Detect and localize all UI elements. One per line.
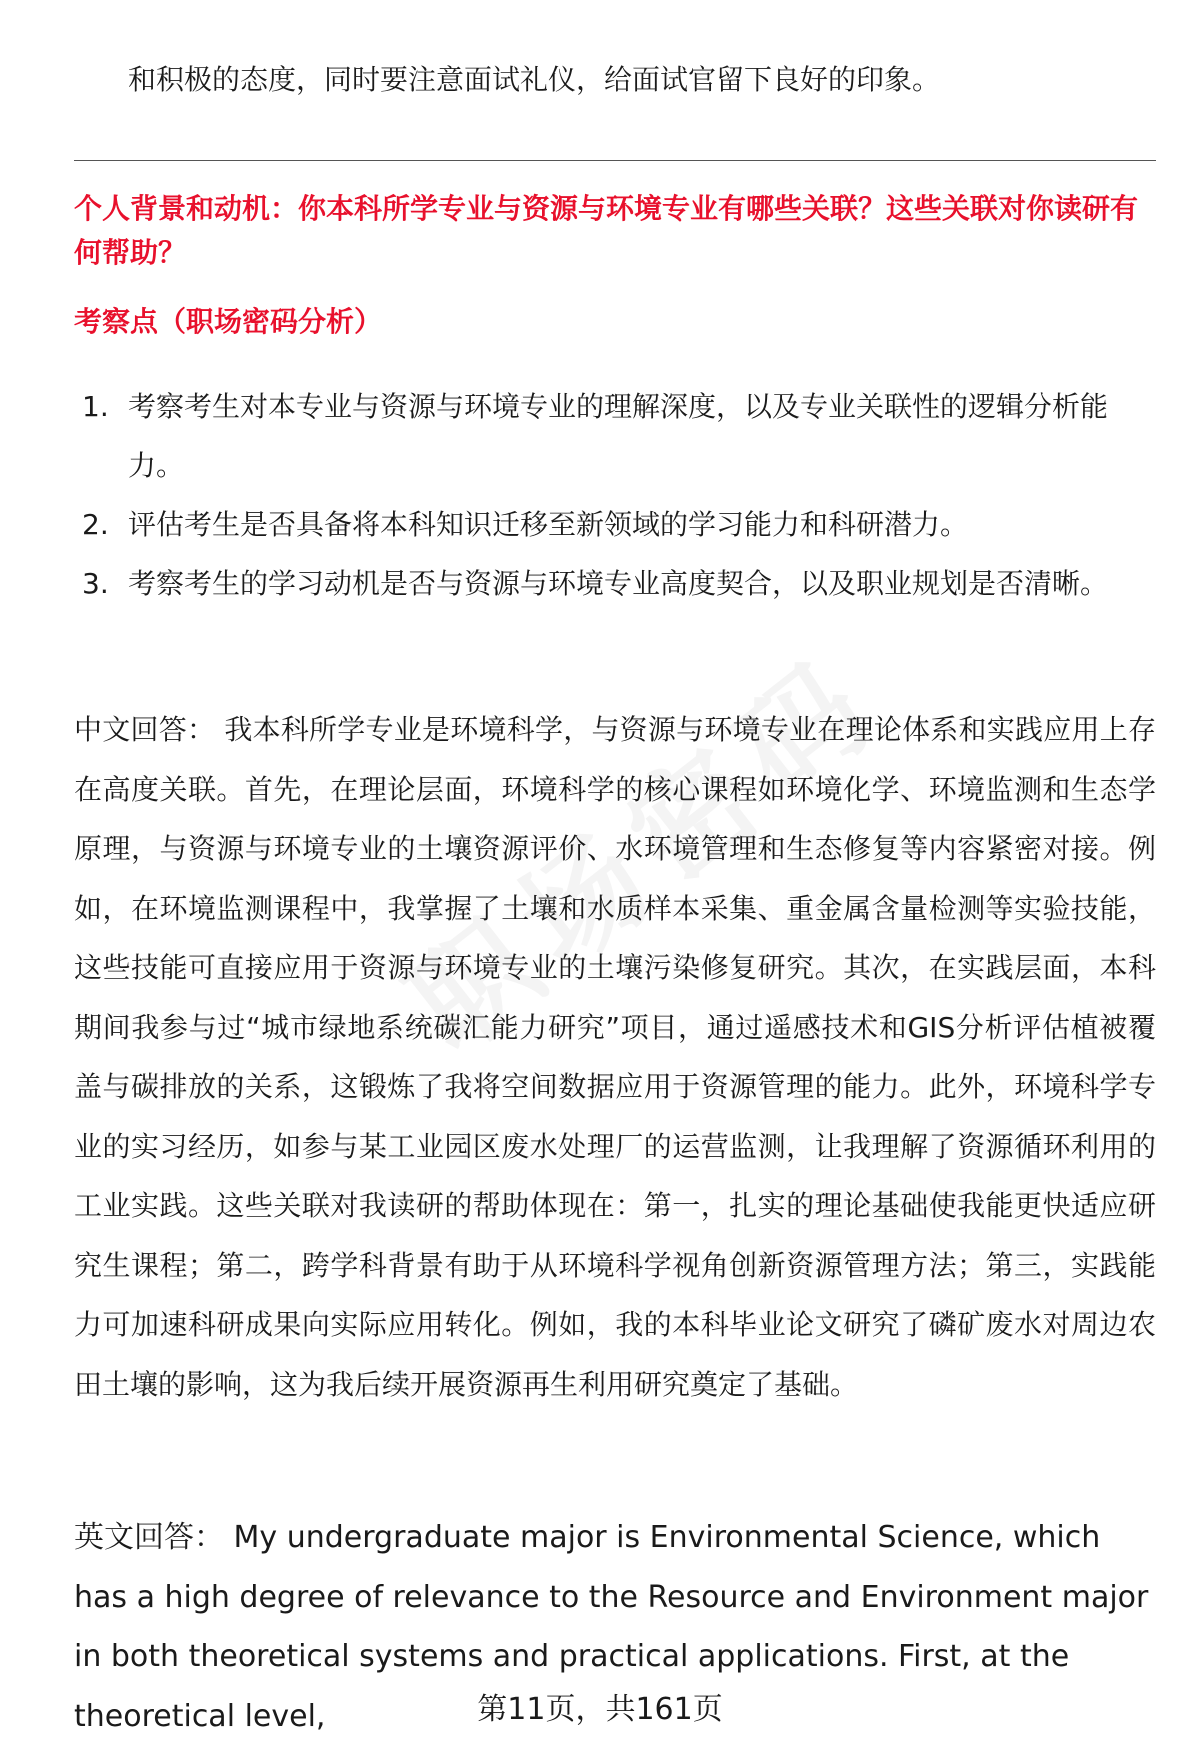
list-item-number: 3. <box>82 567 109 600</box>
list-item-text: 考察考生的学习动机是否与资源与环境专业高度契合，以及职业规划是否清晰。 <box>128 567 1109 600</box>
list-item <box>74 554 1156 613</box>
chinese-answer <box>74 700 1156 1414</box>
question-heading: 个人背景和动机：你本科所学专业与资源与环境专业有哪些关联？这些关联对你读研有何帮助？ <box>74 192 1139 269</box>
chinese-answer-label: 中文回答： <box>74 713 216 746</box>
chinese-answer-text: 我本科所学专业是环境科学，与资源与环境专业在理论体系和实践应用上存在高度关联。首先，在理论层面，环境科学的核心课程如环境化学、环境监测和生态学原理，与资源与环境专业的土壤资源评价、水环境管理和生态修复等内容紧密对接。例如，在环境监测课程中，我掌握了土壤和水质样本采集、重金属含量检测等实验技能，这些技能可直接应用于资源与环境专业的土壤污染修复研究。其次，在实践层面，本科期间我参与过“城市绿地系统碳汇能力研究”项目，通过遥感技术和GIS分析评估植被覆盖与碳排放的关系，这锻炼了我将空间数据应用于资源管理的能力。此外，环境科学专业的实习经历，如参与某工业园区废水处理厂的运营监测，让我理解了资源循环利用的工业实践。这些关联对我读研的帮助体现在：第一，扎实的理论基础使我能更快适应研究生课程；第二，跨学科背景有助于从环境科学视角创新资源管理方法；第三，实践能力可加速科研成果向实际应用转化。例如，我的本科毕业论文研究了磷矿废水对周边农田土壤的影响，这为我后续开展资源再生利用研究奠定了基础。 <box>74 713 1156 1401</box>
list-item-text: 评估考生是否具备将本科知识迁移至新领域的学习能力和科研潜力。 <box>128 508 969 541</box>
section-divider <box>74 160 1156 161</box>
list-item <box>74 495 1156 554</box>
assessment-points-list <box>74 377 1156 613</box>
continuation-paragraph: 和积极的态度，同时要注意面试礼仪，给面试官留下良好的印象。 <box>128 63 941 96</box>
english-answer-label: 英文回答： <box>74 1520 224 1555</box>
list-item-text: 考察考生对本专业与资源与环境专业的理解深度，以及专业关联性的逻辑分析能力。 <box>128 390 1109 482</box>
english-answer-text: My undergraduate major is Environmental Science, which has a high degree of relevance to the Resource and Environment major in both theoretical systems and practical applications. First, at the theoretical level, <box>74 1520 1149 1734</box>
assessment-points-heading: 考察点（职场密码分析） <box>74 305 383 338</box>
page-footer: 第11页，共161页 <box>477 1692 723 1727</box>
list-item <box>74 377 1156 495</box>
list-item-number: 1. <box>82 390 109 423</box>
list-item-number: 2. <box>82 508 109 541</box>
